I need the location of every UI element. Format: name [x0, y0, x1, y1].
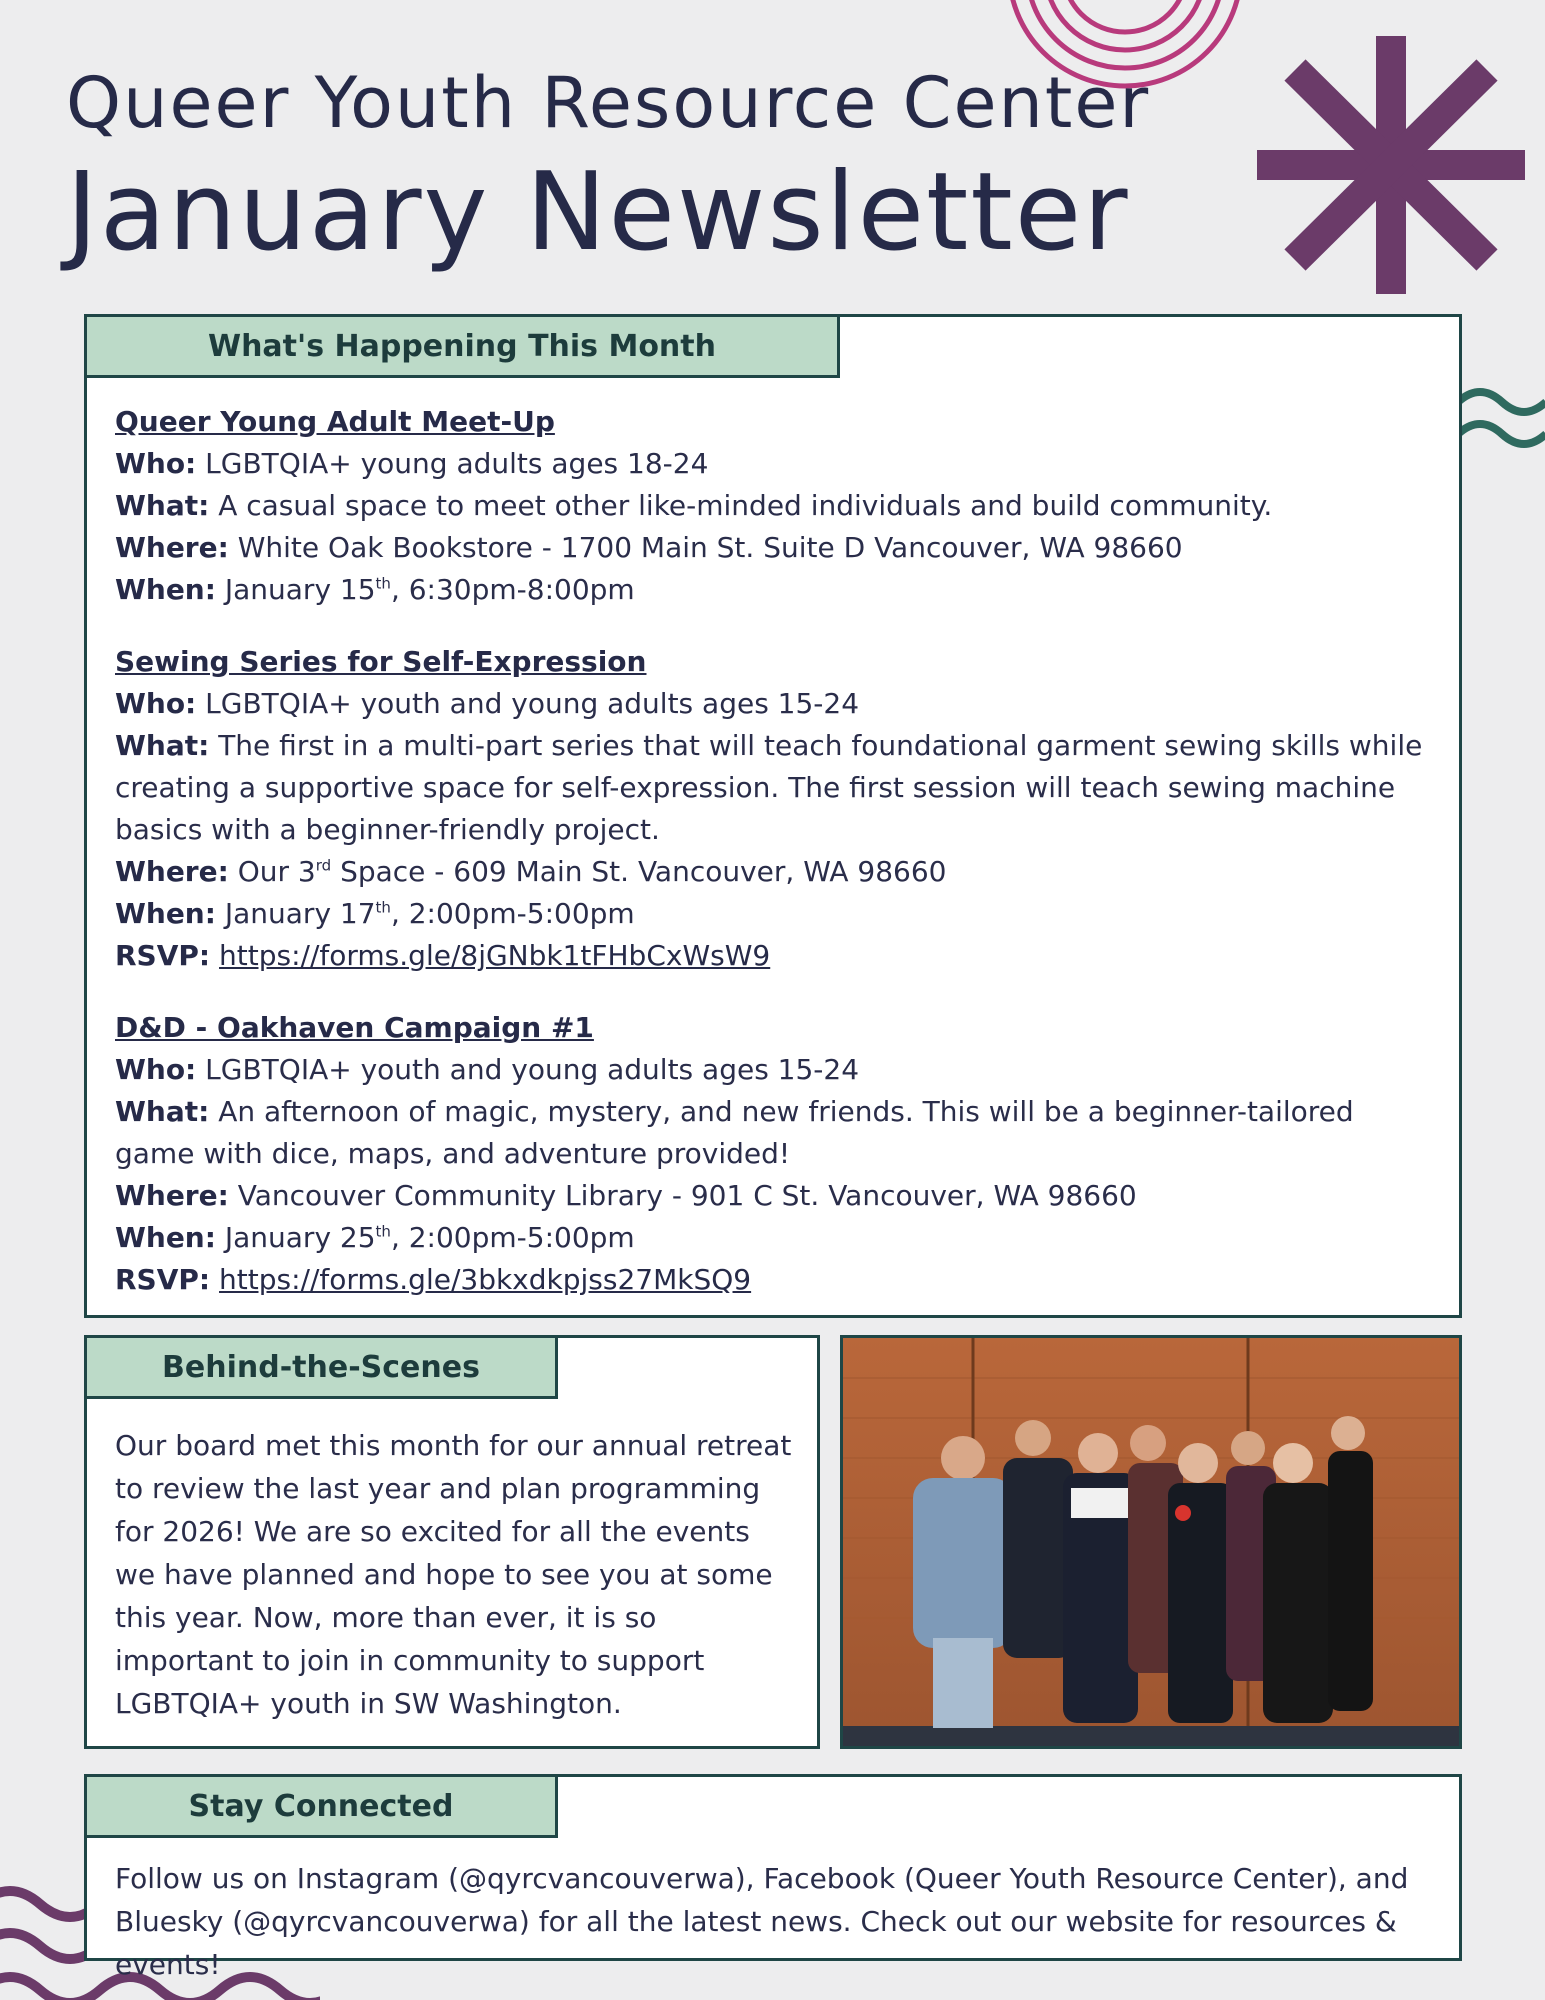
when-label: When: — [115, 1221, 216, 1254]
who-label: Who: — [115, 447, 197, 480]
wave-icon — [1458, 380, 1545, 452]
who-label: Who: — [115, 1053, 197, 1086]
asterisk-icon — [1255, 34, 1527, 296]
event-sewing — [115, 641, 1435, 977]
connected-tab: Stay Connected — [84, 1774, 558, 1838]
what-label: What: — [115, 489, 210, 522]
when-label: When: — [115, 573, 216, 606]
when-label: When: — [115, 897, 216, 930]
who-value: LGBTQIA+ youth and young adults ages 15-24 — [205, 1053, 860, 1086]
group-photo — [840, 1335, 1462, 1749]
where-label: Where: — [115, 531, 229, 564]
happening-tab: What's Happening This Month — [84, 314, 840, 378]
org-title: Queer Youth Resource Center — [66, 62, 1151, 144]
where-value: Vancouver Community Library - 901 C St. Vancouver, WA 98660 — [237, 1179, 1137, 1212]
rsvp-link[interactable]: https://forms.gle/8jGNbk1tFHbCxWsW9 — [219, 939, 771, 972]
event-dnd — [115, 1007, 1435, 1301]
event-meetup — [115, 401, 1435, 611]
connected-section — [84, 1774, 1462, 1981]
who-label: Who: — [115, 687, 197, 720]
what-value: The first in a multi-part series that will teach foundational garment sewing skills while creating a supportive space for self-expression. The first session will teach sewing machine basics with a beginner-friendly project. — [115, 729, 1423, 846]
when-value: January 25th, 2:00pm-5:00pm — [224, 1221, 635, 1254]
who-value: LGBTQIA+ youth and young adults ages 15-24 — [205, 687, 860, 720]
where-value: White Oak Bookstore - 1700 Main St. Suite D Vancouver, WA 98660 — [237, 531, 1183, 564]
when-value: January 15th, 6:30pm-8:00pm — [224, 573, 635, 606]
where-value: Our 3rd Space - 609 Main St. Vancouver, WA 98660 — [237, 855, 947, 888]
connected-text: Follow us on Instagram (@qyrcvancouverwa), Facebook (Queer Youth Resource Center), and Bluesky (@qyrcvancouverwa) for all the latest news. Check out our website for resources & events! — [115, 1862, 1409, 1981]
event-title: D&D - Oakhaven Campaign #1 — [115, 1011, 594, 1044]
where-label: Where: — [115, 855, 229, 888]
group-photo-icon — [843, 1338, 1459, 1746]
what-label: What: — [115, 1095, 210, 1128]
newsletter-title: January Newsletter — [66, 150, 1130, 275]
what-value: An afternoon of magic, mystery, and new friends. This will be a beginner-tailored game with dice, maps, and adventure provided! — [115, 1095, 1354, 1170]
what-value: A casual space to meet other like-minded individuals and build community. — [218, 489, 1273, 522]
happening-section — [84, 314, 1462, 1318]
who-value: LGBTQIA+ young adults ages 18-24 — [205, 447, 709, 480]
when-value: January 17th, 2:00pm-5:00pm — [224, 897, 635, 930]
behind-tab: Behind-the-Scenes — [84, 1335, 558, 1399]
what-label: What: — [115, 729, 210, 762]
where-label: Where: — [115, 1179, 229, 1212]
event-title: Queer Young Adult Meet-Up — [115, 405, 555, 438]
behind-text: Our board met this month for our annual retreat to review the last year and plan programming for 2026! We are so excited for all the events we have planned and hope to see you at some this year. Now, more than ever, it is so important to join in community to support LGBTQIA+ youth in SW Washington. — [115, 1429, 792, 1720]
rsvp-label: RSVP: — [115, 1263, 211, 1296]
event-title: Sewing Series for Self-Expression — [115, 645, 647, 678]
rsvp-label: RSVP: — [115, 939, 211, 972]
behind-section — [84, 1335, 820, 1749]
rsvp-link[interactable]: https://forms.gle/3bkxdkpjss27MkSQ9 — [219, 1263, 752, 1296]
